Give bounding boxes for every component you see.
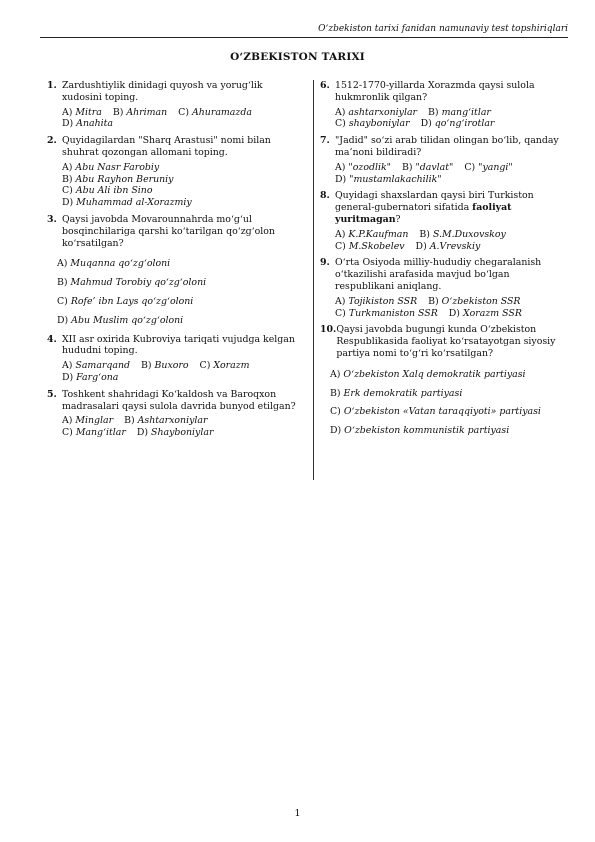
option-a[interactable]: A) Minglar: [62, 415, 114, 427]
question-number: 5.: [47, 388, 57, 400]
question-number: 7.: [320, 135, 330, 147]
question-4: [47, 334, 299, 384]
option-b[interactable]: B) O‘zbekiston SSR: [428, 295, 521, 307]
question-text: Zardushtiylik dinidagi quyosh va yorug‘lik xudosini toping.: [62, 80, 263, 103]
option-b[interactable]: B) Erk demokratik partiyasi: [330, 387, 463, 399]
option-a[interactable]: A) Muqanna qo‘zg‘oloni: [57, 258, 171, 270]
option-d[interactable]: D) qo‘ng‘irotlar: [420, 118, 495, 130]
option-d[interactable]: D) Farg‘ona: [62, 371, 119, 383]
question-number: 8.: [320, 190, 330, 202]
option-c[interactable]: C) Abu Ali ibn Sino: [62, 185, 153, 197]
question-7: [320, 135, 566, 185]
question-number: 3.: [47, 213, 57, 225]
question-number: 2.: [47, 135, 57, 147]
option-c[interactable]: C) M.Skobelev: [335, 240, 405, 252]
question-text: "Jadid" so‘zi arab tilidan olingan bo‘lib, qanday ma’noni bildiradi?: [335, 135, 559, 158]
answer-options: [320, 162, 566, 186]
option-a[interactable]: A) ashtarxoniylar: [335, 106, 418, 118]
option-b[interactable]: B) Ahriman: [112, 106, 168, 118]
option-d[interactable]: D) Xorazm SSR: [448, 307, 522, 319]
page-number: 1: [294, 808, 301, 819]
answer-options: [320, 229, 566, 253]
option-d[interactable]: D) Shayboniylar: [136, 427, 214, 439]
option-c[interactable]: C) Ahuramazda: [178, 106, 252, 118]
option-c[interactable]: C) Xorazm: [199, 360, 250, 372]
question-2: [47, 135, 299, 209]
question-text: XII asr oxirida Kubroviya tariqati vujudga kelgan hududni toping.: [62, 333, 295, 357]
question-3: [47, 214, 299, 327]
answer-options: [320, 369, 566, 437]
left-column: [47, 80, 299, 444]
option-d[interactable]: D) Muhammad al-Xorazmiy: [62, 197, 192, 209]
option-d[interactable]: D) Anahita: [62, 118, 113, 130]
question-1: [47, 80, 299, 130]
right-column: [320, 80, 566, 444]
answer-options: [47, 107, 299, 131]
question-6: [320, 80, 566, 130]
option-b[interactable]: B) "davlat": [401, 161, 454, 173]
option-d[interactable]: D) "mustamlakachilik": [335, 173, 442, 185]
question-text: Qaysi javobda Movarounnahrda mo‘g‘ul bosqinchilariga qarshi ko‘tarilgan qo‘zg‘olon ko‘rsatilgan?: [62, 213, 275, 249]
question-text: 1512-1770-yillarda Xorazmda qaysi sulola hukmronlik qilgan?: [335, 80, 535, 103]
option-a[interactable]: A) Tojikiston SSR: [335, 295, 418, 307]
option-c[interactable]: C) Rofe’ ibn Lays qo‘zg‘oloni: [57, 295, 194, 307]
emphasis-text: faoliyat yuritmagan: [335, 202, 512, 225]
question-number: 1.: [47, 80, 57, 91]
option-a[interactable]: A) Mitra: [62, 106, 102, 118]
option-b[interactable]: B) S.M.Duxovskoy: [419, 228, 506, 240]
option-a[interactable]: A) O‘zbekiston Xalq demokratik partiyasi: [330, 368, 526, 380]
option-d[interactable]: D) Abu Muslim qo‘zg‘oloni: [57, 314, 184, 326]
option-c[interactable]: C) "yangi": [464, 161, 513, 173]
answer-options: [320, 296, 566, 320]
answer-options: [47, 360, 299, 384]
option-b[interactable]: B) mang‘itlar: [428, 106, 491, 118]
option-d[interactable]: D) A.Vrevskiy: [415, 240, 481, 252]
question-9: [320, 257, 566, 319]
question-5: [47, 389, 299, 439]
option-b[interactable]: B) Ashtarxoniylar: [124, 415, 208, 427]
option-a[interactable]: A) Samarqand: [62, 360, 131, 372]
answer-options: [47, 162, 299, 209]
option-a[interactable]: A) K.P.Kaufman: [335, 228, 409, 240]
answer-options: [47, 258, 299, 326]
question-8: [320, 190, 566, 252]
page-title: O‘ZBEKISTON TARIXI: [230, 51, 365, 63]
answer-options: [320, 107, 566, 131]
option-c[interactable]: C) Mang‘itlar: [62, 427, 126, 439]
question-text: O‘rta Osiyoda milliy-hududiy chegaralanish o‘tkazilishi arafasida mavjud bo‘lgan respublikani aniqlang.: [335, 257, 542, 292]
option-b[interactable]: B) Abu Rayhon Beruniy: [62, 173, 174, 185]
answer-options: [47, 415, 299, 439]
option-c[interactable]: C) O‘zbekiston «Vatan taraqqiyoti» partiyasi: [330, 406, 541, 418]
option-b[interactable]: B) Mahmud Torobiy qo‘zg‘oloni: [57, 277, 207, 289]
option-c[interactable]: C) shayboniylar: [335, 118, 410, 130]
option-d[interactable]: D) O‘zbekiston kommunistik partiyasi: [330, 425, 510, 437]
question-text: Qaysi javobda bugungi kunda O‘zbekiston Respublikasida faoliyat ko‘rsatayotgan siyosiy partiya nomi to‘g‘ri ko‘rsatilgan?: [336, 324, 556, 359]
option-a[interactable]: A) Abu Nasr Farobiy: [62, 161, 160, 173]
option-c[interactable]: C) Turkmaniston SSR: [335, 307, 438, 319]
question-text: Toshkent shahridagi Ko‘kaldosh va Baroqxon madrasalari qaysi sulola davrida bunyod etilgan?: [62, 388, 296, 412]
question-number: 6.: [320, 80, 330, 91]
option-b[interactable]: B) Buxoro: [141, 360, 189, 372]
column-divider: [313, 80, 314, 480]
page-header: O‘zbekiston tarixi fanidan namunaviy test topshiriqlari: [40, 24, 568, 38]
question-number: 9.: [320, 257, 330, 269]
question-10: [320, 324, 566, 437]
question-number: 10.: [320, 324, 337, 336]
question-number: 4.: [47, 333, 57, 345]
question-text: Quyidagi shaxslardan qaysi biri Turkiston general-gubernatori sifatida faoliyat yuritmagan?: [335, 190, 534, 225]
question-text: Quyidagilardan "Sharq Arastusi" nomi bilan shuhrat qozongan allomani toping.: [62, 135, 271, 158]
option-a[interactable]: A) "ozodlik": [335, 161, 391, 173]
